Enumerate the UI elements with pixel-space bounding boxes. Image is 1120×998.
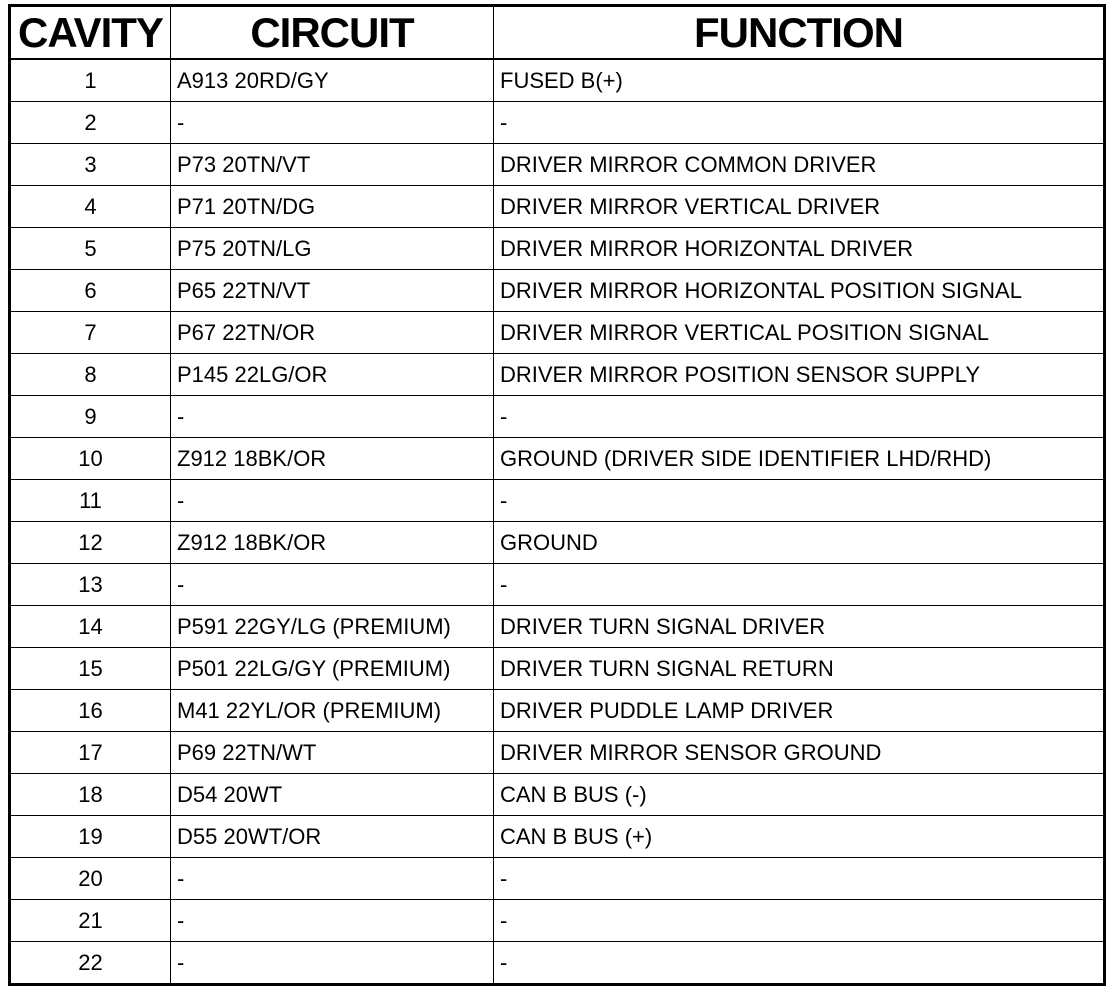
table-row bbox=[10, 606, 1105, 648]
circuit-cell: - bbox=[171, 480, 494, 522]
table-row bbox=[10, 942, 1105, 985]
function-cell: GROUND bbox=[494, 522, 1105, 564]
function-cell: - bbox=[494, 480, 1105, 522]
circuit-cell: P501 22LG/GY (PREMIUM) bbox=[171, 648, 494, 690]
circuit-cell: P67 22TN/OR bbox=[171, 312, 494, 354]
table-row bbox=[10, 774, 1105, 816]
cavity-column-header: CAVITY bbox=[10, 6, 171, 60]
function-cell: DRIVER MIRROR VERTICAL POSITION SIGNAL bbox=[494, 312, 1105, 354]
circuit-cell: Z912 18BK/OR bbox=[171, 438, 494, 480]
connector-pinout-table bbox=[8, 4, 1106, 986]
function-cell: DRIVER MIRROR HORIZONTAL POSITION SIGNAL bbox=[494, 270, 1105, 312]
circuit-cell: D55 20WT/OR bbox=[171, 816, 494, 858]
table-row bbox=[10, 270, 1105, 312]
circuit-cell: - bbox=[171, 900, 494, 942]
function-cell: - bbox=[494, 858, 1105, 900]
circuit-cell: - bbox=[171, 858, 494, 900]
cavity-cell: 20 bbox=[10, 858, 171, 900]
table-body bbox=[10, 59, 1105, 985]
table-row bbox=[10, 900, 1105, 942]
header-row bbox=[10, 6, 1105, 60]
cavity-cell: 19 bbox=[10, 816, 171, 858]
circuit-cell: - bbox=[171, 102, 494, 144]
function-cell: DRIVER MIRROR VERTICAL DRIVER bbox=[494, 186, 1105, 228]
cavity-cell: 9 bbox=[10, 396, 171, 438]
table-row bbox=[10, 690, 1105, 732]
circuit-cell: - bbox=[171, 564, 494, 606]
cavity-cell: 15 bbox=[10, 648, 171, 690]
cavity-cell: 10 bbox=[10, 438, 171, 480]
function-cell: DRIVER TURN SIGNAL RETURN bbox=[494, 648, 1105, 690]
circuit-cell: P71 20TN/DG bbox=[171, 186, 494, 228]
circuit-cell: M41 22YL/OR (PREMIUM) bbox=[171, 690, 494, 732]
circuit-cell: A913 20RD/GY bbox=[171, 59, 494, 102]
table-row bbox=[10, 354, 1105, 396]
circuit-column-header: CIRCUIT bbox=[171, 6, 494, 60]
table-row bbox=[10, 102, 1105, 144]
table-row bbox=[10, 396, 1105, 438]
cavity-cell: 16 bbox=[10, 690, 171, 732]
table-row bbox=[10, 480, 1105, 522]
cavity-cell: 14 bbox=[10, 606, 171, 648]
table-row bbox=[10, 648, 1105, 690]
circuit-cell: - bbox=[171, 942, 494, 985]
function-cell: CAN B BUS (+) bbox=[494, 816, 1105, 858]
function-cell: FUSED B(+) bbox=[494, 59, 1105, 102]
cavity-cell: 5 bbox=[10, 228, 171, 270]
circuit-cell: P145 22LG/OR bbox=[171, 354, 494, 396]
cavity-cell: 6 bbox=[10, 270, 171, 312]
table-row bbox=[10, 228, 1105, 270]
table-row bbox=[10, 59, 1105, 102]
cavity-cell: 7 bbox=[10, 312, 171, 354]
circuit-cell: P75 20TN/LG bbox=[171, 228, 494, 270]
cavity-cell: 4 bbox=[10, 186, 171, 228]
cavity-cell: 17 bbox=[10, 732, 171, 774]
table-row bbox=[10, 312, 1105, 354]
function-cell: GROUND (DRIVER SIDE IDENTIFIER LHD/RHD) bbox=[494, 438, 1105, 480]
function-cell: DRIVER MIRROR COMMON DRIVER bbox=[494, 144, 1105, 186]
table-header bbox=[10, 6, 1105, 60]
function-column-header: FUNCTION bbox=[494, 6, 1105, 60]
table-row bbox=[10, 522, 1105, 564]
function-cell: DRIVER PUDDLE LAMP DRIVER bbox=[494, 690, 1105, 732]
circuit-cell: P69 22TN/WT bbox=[171, 732, 494, 774]
function-cell: DRIVER MIRROR HORIZONTAL DRIVER bbox=[494, 228, 1105, 270]
circuit-cell: P591 22GY/LG (PREMIUM) bbox=[171, 606, 494, 648]
circuit-cell: Z912 18BK/OR bbox=[171, 522, 494, 564]
table-row bbox=[10, 186, 1105, 228]
cavity-cell: 8 bbox=[10, 354, 171, 396]
function-cell: - bbox=[494, 102, 1105, 144]
table-row bbox=[10, 858, 1105, 900]
function-cell: DRIVER MIRROR SENSOR GROUND bbox=[494, 732, 1105, 774]
table-row bbox=[10, 144, 1105, 186]
circuit-cell: D54 20WT bbox=[171, 774, 494, 816]
cavity-cell: 3 bbox=[10, 144, 171, 186]
table-row bbox=[10, 732, 1105, 774]
cavity-cell: 11 bbox=[10, 480, 171, 522]
circuit-cell: P65 22TN/VT bbox=[171, 270, 494, 312]
function-cell: DRIVER MIRROR POSITION SENSOR SUPPLY bbox=[494, 354, 1105, 396]
table-row bbox=[10, 816, 1105, 858]
function-cell: DRIVER TURN SIGNAL DRIVER bbox=[494, 606, 1105, 648]
circuit-cell: P73 20TN/VT bbox=[171, 144, 494, 186]
function-cell: - bbox=[494, 564, 1105, 606]
cavity-cell: 12 bbox=[10, 522, 171, 564]
table-row bbox=[10, 564, 1105, 606]
cavity-cell: 21 bbox=[10, 900, 171, 942]
cavity-cell: 22 bbox=[10, 942, 171, 985]
cavity-cell: 18 bbox=[10, 774, 171, 816]
table-row bbox=[10, 438, 1105, 480]
function-cell: - bbox=[494, 942, 1105, 985]
circuit-cell: - bbox=[171, 396, 494, 438]
cavity-cell: 2 bbox=[10, 102, 171, 144]
function-cell: - bbox=[494, 396, 1105, 438]
cavity-cell: 1 bbox=[10, 59, 171, 102]
cavity-cell: 13 bbox=[10, 564, 171, 606]
function-cell: CAN B BUS (-) bbox=[494, 774, 1105, 816]
function-cell: - bbox=[494, 900, 1105, 942]
